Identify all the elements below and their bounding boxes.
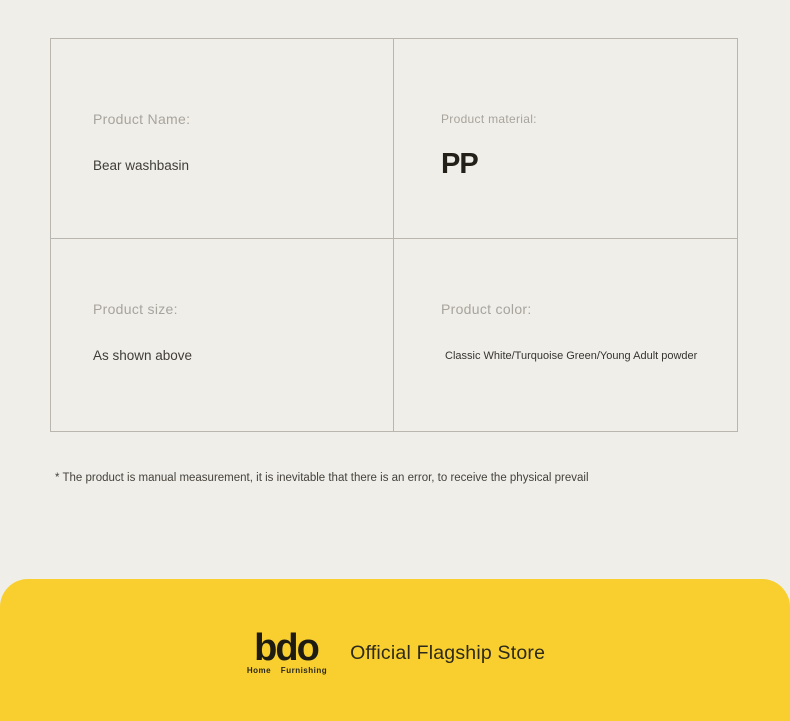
product-size-value: As shown above (93, 348, 193, 363)
product-color-label: Product color: (441, 301, 532, 317)
product-color-value: Classic White/Turquoise Green/Young Adult powder (445, 350, 698, 362)
product-name-label: Product Name: (93, 111, 191, 127)
spec-cell-product-color (394, 239, 737, 431)
measurement-disclaimer: * The product is manual measurement, it is inevitable that there is an error, to receive the physical prevail (55, 472, 589, 484)
product-name-value: Bear washbasin (93, 158, 190, 173)
product-material-label: Product material: (441, 112, 537, 126)
spec-cell-product-size (51, 239, 394, 431)
spec-cell-product-name (51, 39, 394, 239)
bdo-logo (245, 626, 328, 675)
store-name-label: Official Flagship Store (350, 641, 546, 664)
bdo-logo-subtext: Home Furnishing (246, 665, 328, 675)
product-material-value: PP (441, 148, 478, 180)
product-size-label: Product size: (93, 301, 178, 317)
product-spec-table (50, 38, 738, 432)
bdo-logo-text: bdo (254, 626, 318, 669)
spec-cell-product-material (394, 39, 737, 239)
store-footer-banner (0, 579, 790, 721)
